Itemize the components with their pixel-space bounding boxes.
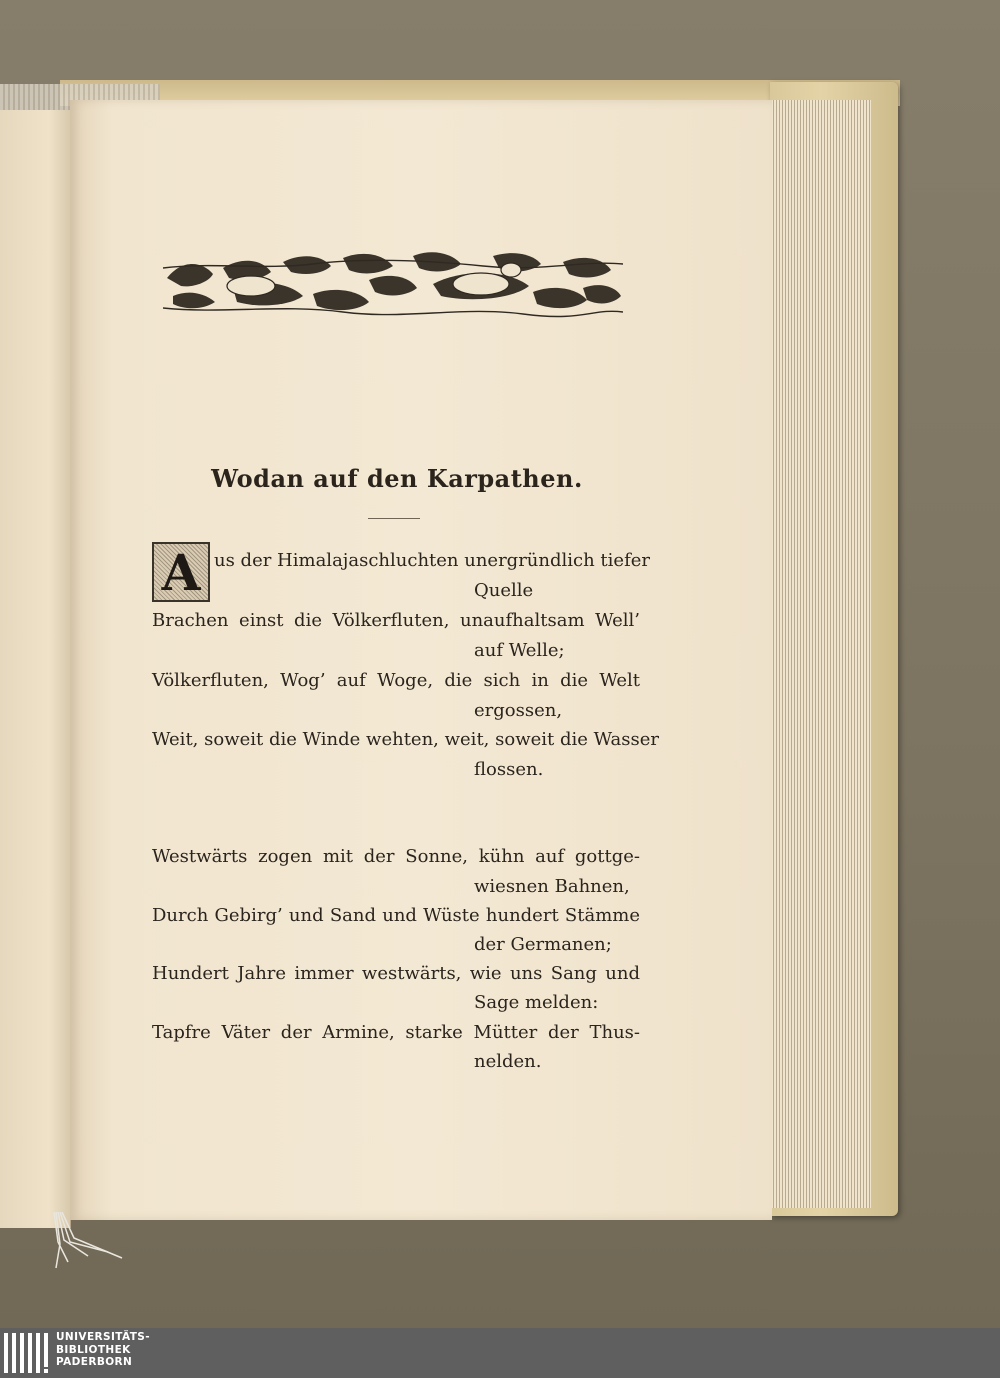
library-name-line: UNIVERSITÄTS- xyxy=(56,1331,151,1343)
library-name xyxy=(56,1331,150,1369)
verse-continuation: der Germanen; xyxy=(474,934,612,955)
verse-line: Tapfre Väter der Armine, starke Mütter der Thus- xyxy=(152,1022,640,1043)
verse-continuation: Sage melden: xyxy=(474,992,599,1013)
title-divider xyxy=(368,518,420,519)
university-library-logo-icon xyxy=(4,1333,52,1373)
verse-continuation: flossen. xyxy=(474,759,544,780)
verse-line: Völkerfluten, Wog’ auf Woge, die sich in die Welt xyxy=(152,670,640,691)
poem-title: Wodan auf den Karpathen. xyxy=(211,464,583,493)
verse-continuation: Quelle xyxy=(474,580,534,601)
verse-line: Hundert Jahre immer westwärts, wie uns Sang und xyxy=(152,963,640,984)
page-edges xyxy=(770,100,871,1208)
verse-line: Weit, soweit die Winde wehten, weit, soweit die Wasser xyxy=(152,729,660,750)
left-page xyxy=(0,110,71,1228)
verse-line: us der Himalajaschluchten unergründlich tiefer xyxy=(214,550,650,571)
verse-continuation: wiesnen Bahnen, xyxy=(474,876,630,897)
verse-continuation: ergossen, xyxy=(474,700,563,721)
drop-cap: A xyxy=(152,542,210,602)
verse-continuation: nelden. xyxy=(474,1051,542,1072)
bookmark-ribbon-icon xyxy=(48,1212,128,1272)
library-name-line: PADERBORN xyxy=(56,1356,133,1368)
verse-line: Brachen einst die Völkerfluten, unaufhaltsam Well’ xyxy=(152,610,640,631)
verse-line: Westwärts zogen mit der Sonne, kühn auf gottge- xyxy=(152,846,640,867)
verse-line: Durch Gebirg’ und Sand und Wüste hundert Stämme xyxy=(152,905,640,926)
verse-continuation: auf Welle; xyxy=(474,640,565,661)
vignette-hunting-scene-icon xyxy=(163,248,623,322)
library-name-line: BIBLIOTHEK xyxy=(56,1343,131,1356)
